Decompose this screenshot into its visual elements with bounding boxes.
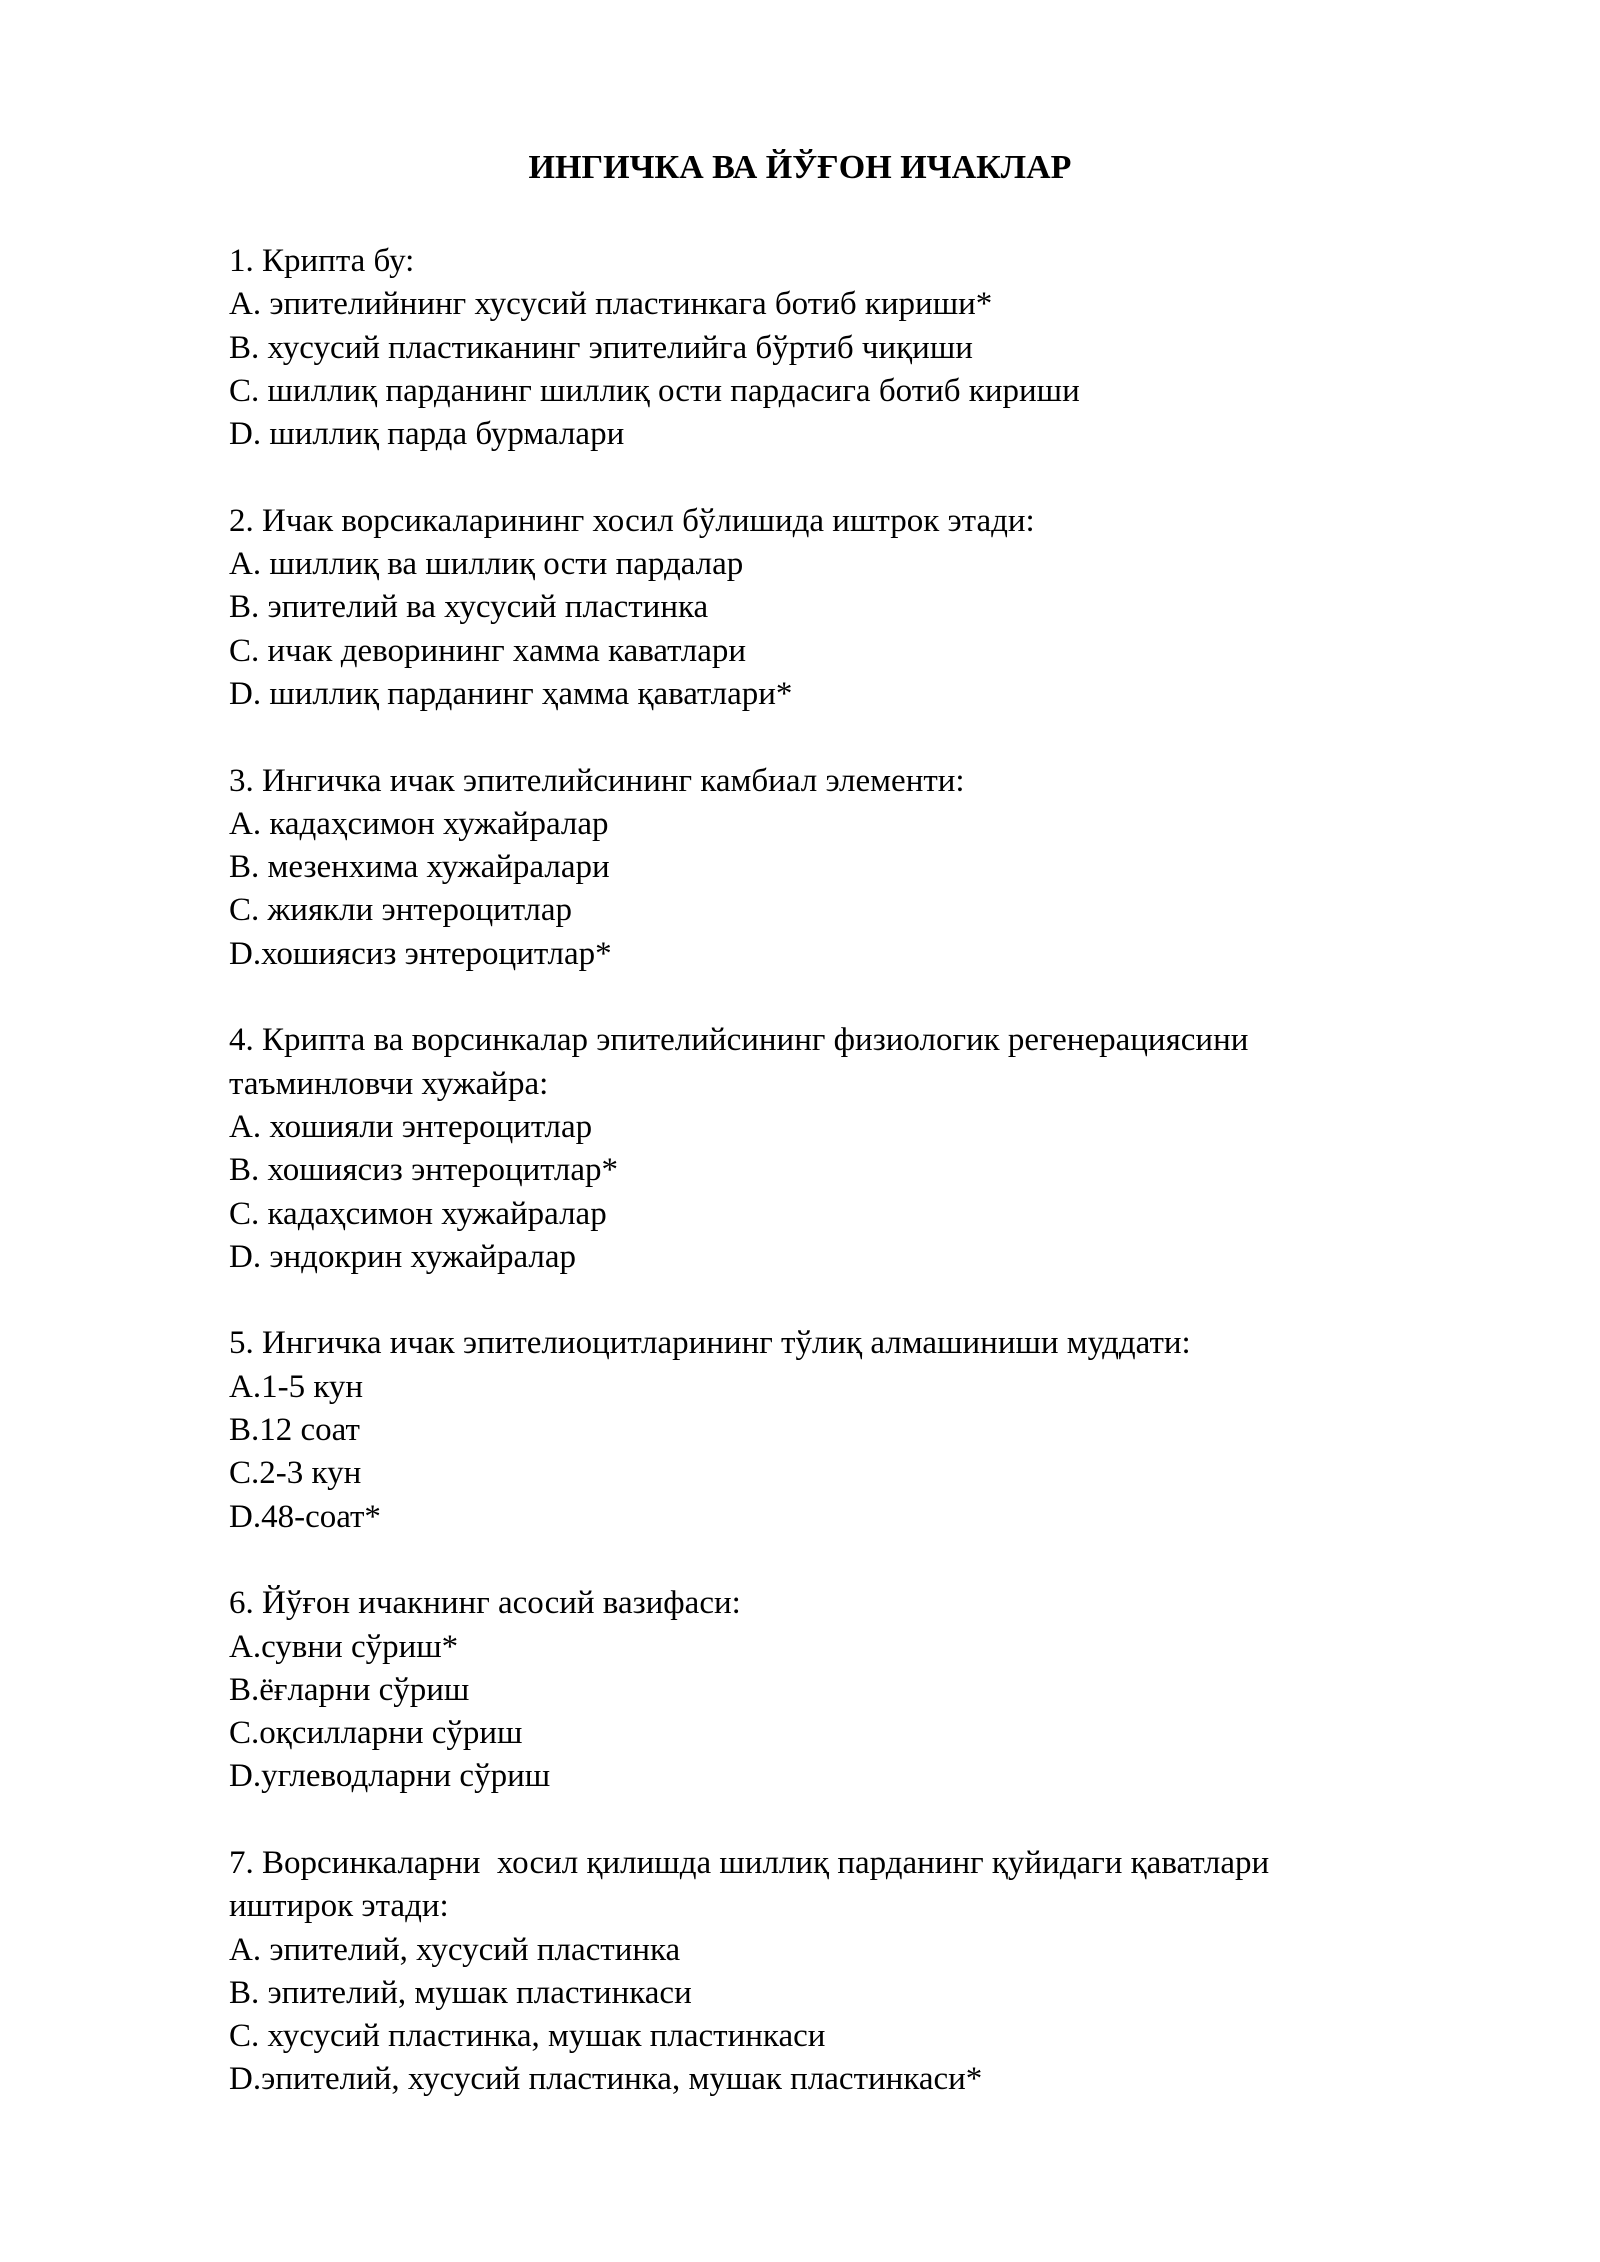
answer-option-c: C.оқсилларни сўриш: [229, 1715, 523, 1752]
answer-option-d: D.эпителий, хусусий пластинка, мушак пластинкаси*: [229, 2061, 983, 2098]
question-4: [229, 1019, 1429, 1279]
question-text: 7. Ворсинкаларни хосил қилишда шиллиқ парданинг қуйидаги қаватлари: [229, 1844, 1270, 1881]
question-text-continued: таъминловчи хужайра:: [229, 1065, 549, 1102]
answer-option-d: D. шиллиқ парда бурмалари: [229, 416, 625, 453]
answer-option-d: D.хошиясиз энтероцитлар*: [229, 935, 612, 972]
answer-option-d: D. эндокрин хужайралар: [229, 1238, 577, 1275]
answer-option-c: C. шиллиқ парданинг шиллиқ ости пардасига ботиб кириши: [229, 372, 1080, 409]
answer-option-a: A. эпителийнинг хусусий пластинкага ботиб кириши*: [229, 286, 993, 323]
question-text: 1. Крипта бу:: [229, 243, 415, 279]
question-text: 5. Ингичка ичак эпителиоцитларининг тўлиқ алмашиниши муддати:: [229, 1325, 1191, 1362]
answer-option-c: C. кадаҳсимон хужайралар: [229, 1195, 607, 1232]
answer-option-b: B.ёғларни сўриш: [229, 1671, 470, 1708]
question-text: 6. Йўғон ичакнинг асосий вазифаси:: [229, 1585, 741, 1622]
answer-option-d: D.углеводларни сўриш: [229, 1758, 551, 1795]
question-5: [229, 1322, 1429, 1538]
question-text: 4. Крипта ва ворсинкалар эпителийсининг физиологик регенерациясини: [229, 1022, 1249, 1059]
question-7: [229, 1842, 1429, 2102]
question-3: [229, 760, 1429, 976]
question-text: 3. Ингичка ичак эпителийсининг камбиал элементи:: [229, 762, 965, 799]
question-1: [229, 240, 1429, 456]
question-text-continued: иштирок этади:: [229, 1888, 449, 1925]
answer-option-d: D.48-соат*: [229, 1498, 381, 1535]
answer-option-b: B. хошиясиз энтероцитлар*: [229, 1152, 619, 1189]
answer-option-c: C. ичак деворининг хамма каватлари: [229, 632, 747, 669]
question-text: 2. Ичак ворсикаларининг хосил бўлишида иштрок этади:: [229, 502, 1035, 539]
question-2: [229, 500, 1429, 716]
answer-option-a: A. хошияли энтероцитлар: [229, 1108, 593, 1145]
answer-option-a: A.1-5 кун: [229, 1368, 364, 1405]
answer-option-b: B.12 соат: [229, 1412, 360, 1449]
question-6: [229, 1582, 1429, 1798]
answer-option-b: B. хусусий пластиканинг эпителийга бўртиб чиқиши: [229, 329, 973, 366]
answer-option-a: A.сувни сўриш*: [229, 1628, 459, 1665]
answer-option-c: C. хусусий пластинка, мушак пластинкаси: [229, 2018, 826, 2055]
document-title: ИНГИЧКА ВА ЙЎҒОН ИЧАКЛАР: [528, 149, 1072, 186]
answer-option-a: A. эпителий, хусусий пластинка: [229, 1931, 681, 1968]
question-list: [229, 240, 1429, 2145]
answer-option-b: B. мезенхима хужайралари: [229, 849, 610, 886]
answer-option-c: C.2-3 кун: [229, 1455, 362, 1492]
answer-option-d: D. шиллиқ парданинг ҳамма қаватлари*: [229, 675, 793, 712]
answer-option-c: C. жиякли энтероцитлар: [229, 892, 572, 929]
answer-option-a: A. кадаҳсимон хужайралар: [229, 805, 609, 842]
answer-option-b: B. эпителий, мушак пластинкаси: [229, 1974, 692, 2011]
answer-option-a: A. шиллиқ ва шиллиқ ости пардалар: [229, 546, 744, 583]
answer-option-b: B. эпителий ва хусусий пластинка: [229, 589, 709, 626]
